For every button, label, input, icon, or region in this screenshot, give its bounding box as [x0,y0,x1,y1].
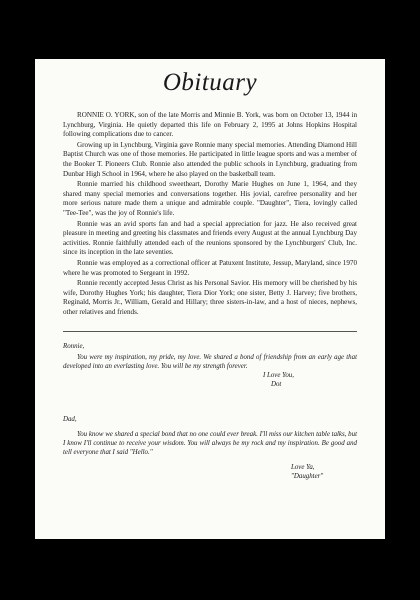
note-closing: Love Ya, [291,464,315,472]
obituary-paragraph: RONNIE O. YORK, son of the late Morris and Minnie B. York, was born on October 13, 1944 in Lynchburg, Virginia. He quietly departed this life on February 2, 1995 at Johns Hopkins Hospital following complications due to cancer. [63,111,357,139]
obituary-paragraph: Ronnie recently accepted Jesus Christ as his Personal Savior. His memory will be cherished by his wife, Dorothy Hughes York; his daughter, Tiera Dior York; one sister, Betty J. Harvey; five brothers, Reginald, Morris Jr., William, Gerald and Hillary; three sisters-in-law, and a host of nieces, nephews, other relatives and friends. [63,279,357,316]
note-closing-block [291,463,357,481]
tribute-note-daughter [63,415,357,481]
tribute-note-wife [63,342,357,389]
note-closing: I Love You, [263,372,294,380]
obituary-page [35,59,385,539]
note-signature: Dot [271,381,282,389]
obituary-paragraph: Ronnie married his childhood sweetheart, Dorothy Marie Hughes on June 1, 1964, and they shared many special memories and conversations together. His jovial, carefree personality and her more serious nature made them a unique and admirable couple. "Daughter", Tiera, lovingly called "Tee-Tee", was the joy of Ronnie's life. [63,180,357,217]
note-salutation: Dad, [63,416,77,424]
obituary-paragraph: Growing up in Lynchburg, Virginia gave Ronnie many special memories. Attending Diamond Hill Baptist Church was one of those memories. He participated in little league sports and was a member of the Booker T. Pioneers Club. Ronnie also attended the public schools in Lynchburg, graduating from Dunbar High School in 1964, where he also played on the basketball team. [63,140,357,178]
obituary-body [63,111,357,332]
note-text: You were my inspiration, my pride, my love. We shared a bond of friendship from an early age that developed into an everlasting love. You will be my strength forever. [63,354,357,371]
note-closing-block [263,371,357,389]
note-text: You know we shared a special bond that no one could ever break. I'll miss our kitchen table talks, but I know I'll continue to receive your wisdom. You will always be my rock and my inspiration. Be good and tell everyone that I said "Hello." [63,431,357,457]
note-salutation: Ronnie, [63,343,85,351]
page-title: Obituary [162,69,258,96]
obituary-paragraph: Ronnie was employed as a correctional officer at Patuxent Institute, Jessup, Maryland, since 1970 where he was promoted to Sergeant in 1992. [63,258,357,277]
note-signature: "Daughter" [291,473,324,481]
obituary-paragraph: Ronnie was an avid sports fan and had a special appreciation for jazz. He also received great pleasure in meeting and greeting his classmates and friends every August at the annual Lynchburg Day activities. Ronnie faithfully attended each of the reunions sponsored by the Lynchburgers' Club, Inc. since its inception in the late seventies. [63,219,357,257]
